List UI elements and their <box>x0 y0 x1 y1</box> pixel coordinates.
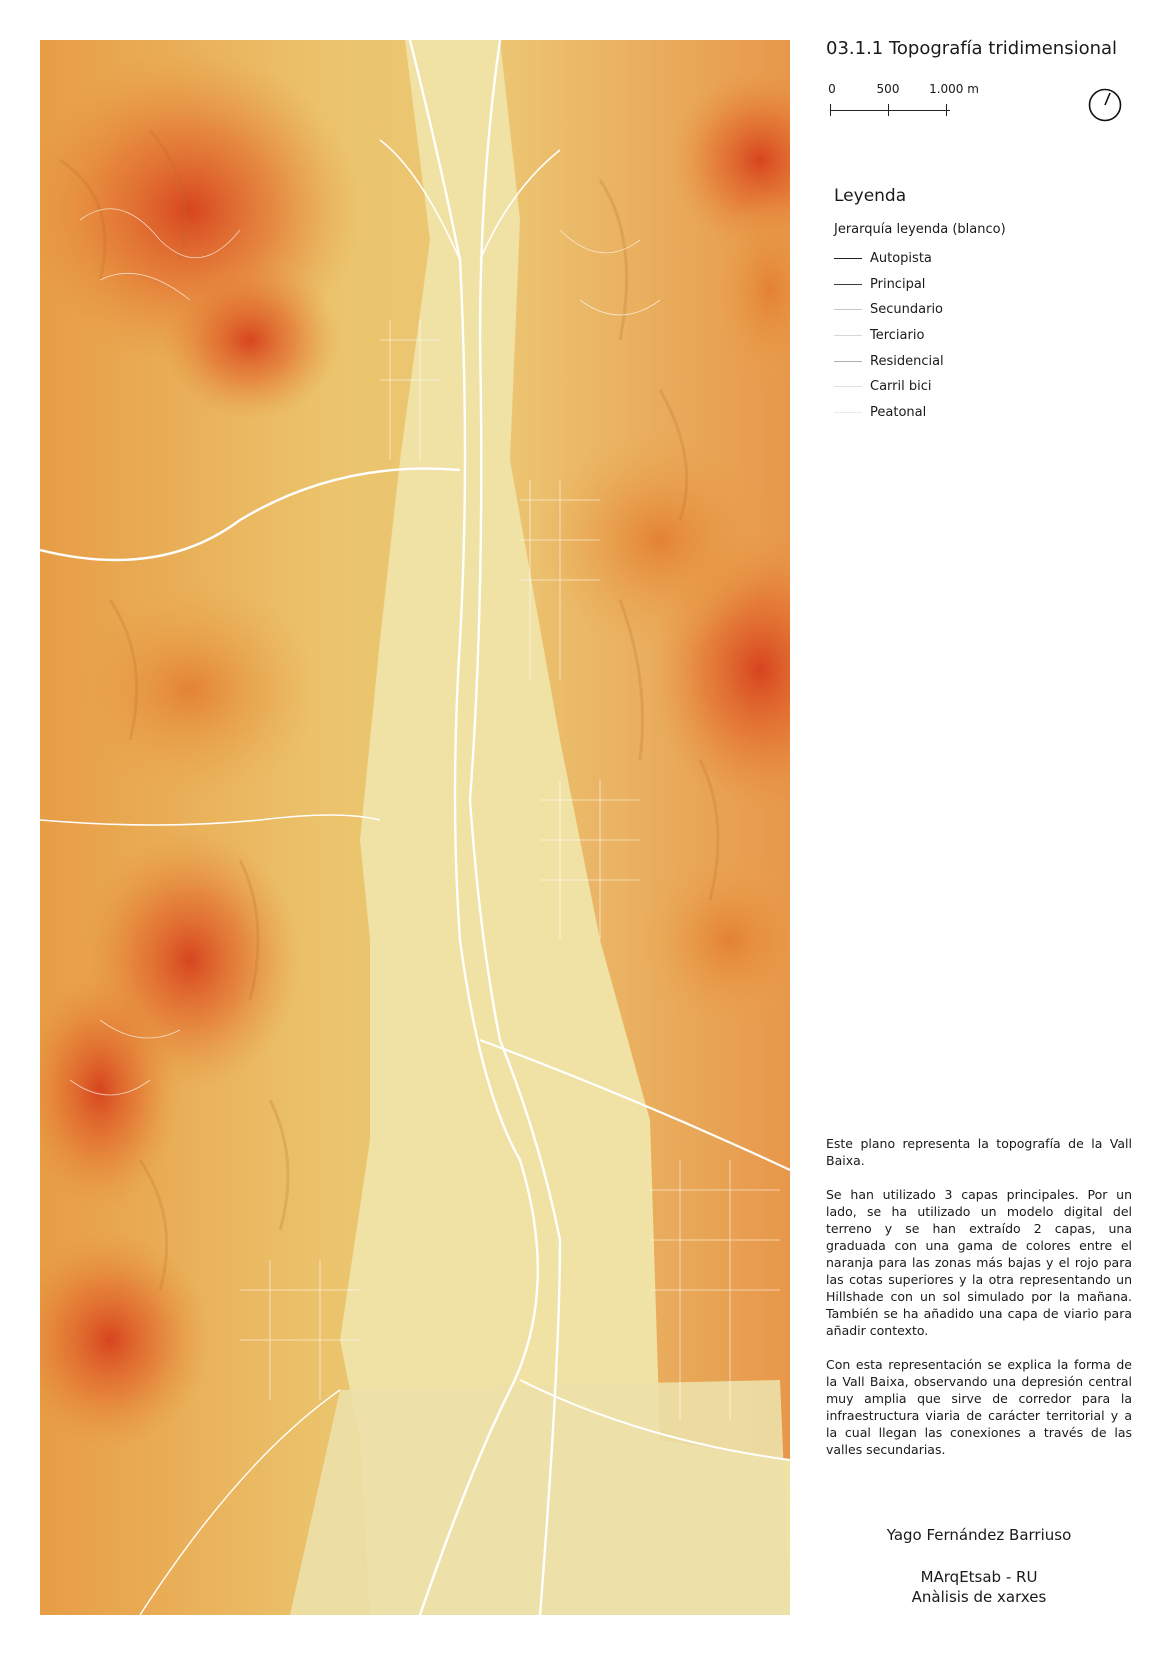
legend-label: Peatonal <box>870 404 927 420</box>
scale-label-500: 500 <box>876 82 900 96</box>
scale-label-0: 0 <box>828 82 836 96</box>
legend-label: Residencial <box>870 353 944 369</box>
scale-line <box>830 110 950 111</box>
program-line: MArqEtsab - RU <box>920 1568 1038 1586</box>
legend-swatch <box>834 258 862 259</box>
legend-label: Terciario <box>870 328 925 344</box>
legend-subtitle: Jerarquía leyenda (blanco) <box>834 222 1006 237</box>
scale-tick <box>830 104 831 116</box>
description-paragraph: Se han utilizado 3 capas principales. Por un lado, se ha utilizado un modelo digital del terreno y se han extraído 2 capas, una graduada con una gama de colores entre el naranja para las zonas más bajas y el rojo para las cotas superiores y la otra representando un Hillshade con un sol simulado por la mañana. También se ha añadido una capa de viario para añadir contexto. <box>826 1187 1132 1338</box>
legend-item <box>834 297 944 323</box>
legend-swatch <box>834 412 862 413</box>
legend-swatch <box>834 386 862 387</box>
peak-northwest-2 <box>160 260 340 420</box>
legend-item <box>834 323 944 349</box>
description <box>826 1135 1132 1475</box>
legend-item <box>834 374 944 400</box>
scale-label-1000: 1.000 m <box>929 82 979 96</box>
hill-west <box>60 580 320 800</box>
north-arrow-icon <box>1088 88 1122 122</box>
scale-tick <box>888 104 889 116</box>
legend-label: Carril bici <box>870 379 932 395</box>
legend-item <box>834 272 944 298</box>
legend-label: Autopista <box>870 251 932 267</box>
legend-label: Secundario <box>870 302 944 318</box>
legend-swatch <box>834 284 862 285</box>
author-name: Yago Fernández Barriuso <box>886 1526 1072 1544</box>
program-info <box>826 1567 1132 1607</box>
description-paragraph: Con esta representación se explica la forma de la Vall Baixa, observando una depresión central muy amplia que sirve de corredor para la infraestructura viaria de carácter territorial y a la cual llegan las conexiones a través de las valles secundarias. <box>826 1357 1132 1457</box>
map-title: 03.1.1 Topografía tridimensional <box>826 38 1118 59</box>
legend-item <box>834 348 944 374</box>
map-canvas <box>40 40 790 1615</box>
scale-tick <box>946 104 947 116</box>
legend-swatch <box>834 335 862 336</box>
legend-title: Leyenda <box>834 186 907 206</box>
legend-swatch <box>834 361 862 362</box>
legend-list <box>834 246 944 425</box>
description-paragraph: Este plano representa la topografía de la Vall Baixa. <box>826 1136 1132 1168</box>
lower-plain <box>290 1380 790 1615</box>
legend-item <box>834 246 944 272</box>
legend-label: Principal <box>870 276 926 292</box>
legend-swatch <box>834 309 862 310</box>
legend-item <box>834 400 944 426</box>
course-line: Anàlisis de xarxes <box>911 1588 1047 1606</box>
scale-bar <box>828 82 979 122</box>
topographic-map[interactable] <box>40 40 790 1615</box>
